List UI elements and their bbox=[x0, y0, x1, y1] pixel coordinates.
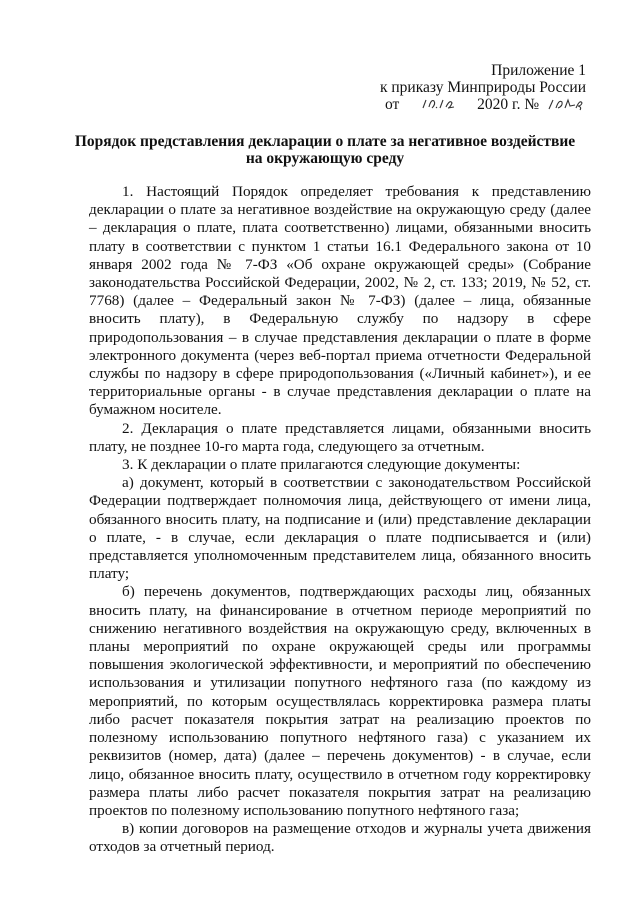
paragraph-3: 3. К декларации о плате прилагаются следующие документы: bbox=[122, 456, 521, 474]
document-title bbox=[60, 133, 590, 167]
order-date-line bbox=[326, 96, 586, 113]
date-prefix: от bbox=[385, 96, 400, 113]
paragraph-3b: б) перечень документов, подтверждающих расходы лиц, обязанных вносить плату, на финансирование в отчетном периоде мероприятий по снижению негативного воздействия на окружающую среду, включенных в планы мероприятий по охране окружающей среды или программы повышения экологической эффективности, и мероприятий по обеспечению использования и утилизации попутного нефтяного газа (по каждому из мероприятий, по которым осуществлялась корректировка размера платы либо расчет показателя покрытия затрат на реализацию проектов по полезному использованию попутного нефтяного газа) с указанием их реквизитов (номер, дата) (далее – перечень документов) - в случае, если лицо, обязанное вносить плату, осуществило в отчетном году корректировку размера платы либо расчет показателя покрытия затрат на реализацию проектов по полезному использованию попутного нефтяного газа; bbox=[89, 583, 591, 819]
handwritten-number bbox=[546, 96, 586, 112]
document-body bbox=[89, 183, 591, 857]
paragraph-1: 1. Настоящий Порядок определяет требования к представлению декларации о плате за негативное воздействие на окружающую среду (далее – декларация о плате, плата соответственно) лицами, обязанными вносить плату в соответствии с пунктом 1 статьи 16.1 Федерального закона от 10 января 2002 года № 7-ФЗ «Об охране окружающей среды» (Собрание законодательства Российской Федерации, 2002, № 2, ст. 133; 2019, № 52, ст. 7768) (далее – Федеральный закон № 7-ФЗ) (далее – лица, обязанные вносить плату), в Федеральную службу по надзору в сфере природопользования – в случае представления декларации о плате в форме электронного документа (через веб-портал приема отчетности Федеральной службы по надзору в сфере природопользования («Личный кабинет»), и ее территориальные органы - в случае представления декларации о плате на бумажном носителе. bbox=[89, 183, 591, 419]
order-reference: к приказу Минприроды России bbox=[379, 79, 586, 96]
paragraph-2: 2. Декларация о плате представляется лицами, обязанными вносить плату, не позднее 10-го марта года, следующего за отчетным. bbox=[89, 419, 591, 455]
paragraph-3v: в) копии договоров на размещение отходов и журналы учета движения отходов за отчетный период. bbox=[89, 820, 591, 856]
title-line-1: Порядок представления декларации о плате за негативное воздействие bbox=[74, 133, 576, 150]
paragraph-3a: а) документ, который в соответствии с законодательством Российской Федерации подтверждает полномочия лица, действующего от имени лица, обязанного вносить плату, на подписание и (или) представление декларации о плате, - в случае, если декларация о плате подписывается и (или) представляется уполномоченным представителем лица, обязанного вносить плату; bbox=[89, 474, 591, 583]
appendix-label: Приложение 1 bbox=[491, 62, 586, 79]
handwritten-date bbox=[419, 96, 471, 112]
order-year: 2020 г. № bbox=[477, 96, 540, 113]
appendix-header bbox=[326, 62, 586, 113]
title-line-2: на окружающую среду bbox=[245, 150, 405, 167]
